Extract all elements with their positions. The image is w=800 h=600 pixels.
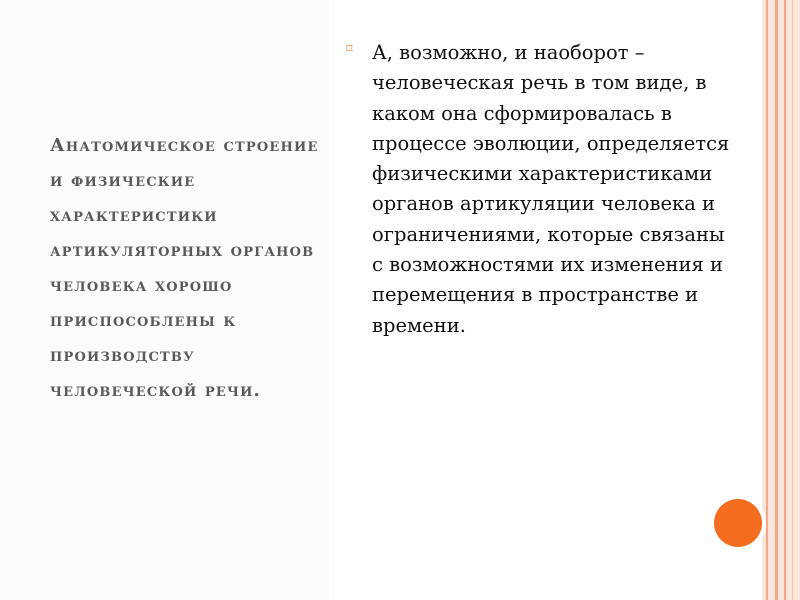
left-panel: [0, 0, 329, 600]
bullet-item: [346, 38, 736, 341]
decorative-stripe: [775, 0, 778, 600]
bullet-text: А, возможно, и наоборот – человеческая речь в том виде, в каком она сформировалась в процессе эволюции, определяется физическими характеристиками органов артикуляции человека и ограничениями, которые связаны с возможностями их изменения и перемещения в пространстве и времени.: [372, 41, 730, 337]
orange-circle-icon: [714, 499, 762, 547]
square-bullet-icon: ⌑: [346, 42, 353, 57]
decorative-stripe: [766, 0, 768, 600]
slide-title: Анатомическое строение и физические характеристики артикуляторных органов человека хорошо приспособлены к производству человеческой речи.: [50, 135, 319, 401]
decorative-stripe: [784, 0, 786, 600]
bullet-list: [346, 38, 736, 341]
decorative-stripe: [792, 0, 793, 600]
